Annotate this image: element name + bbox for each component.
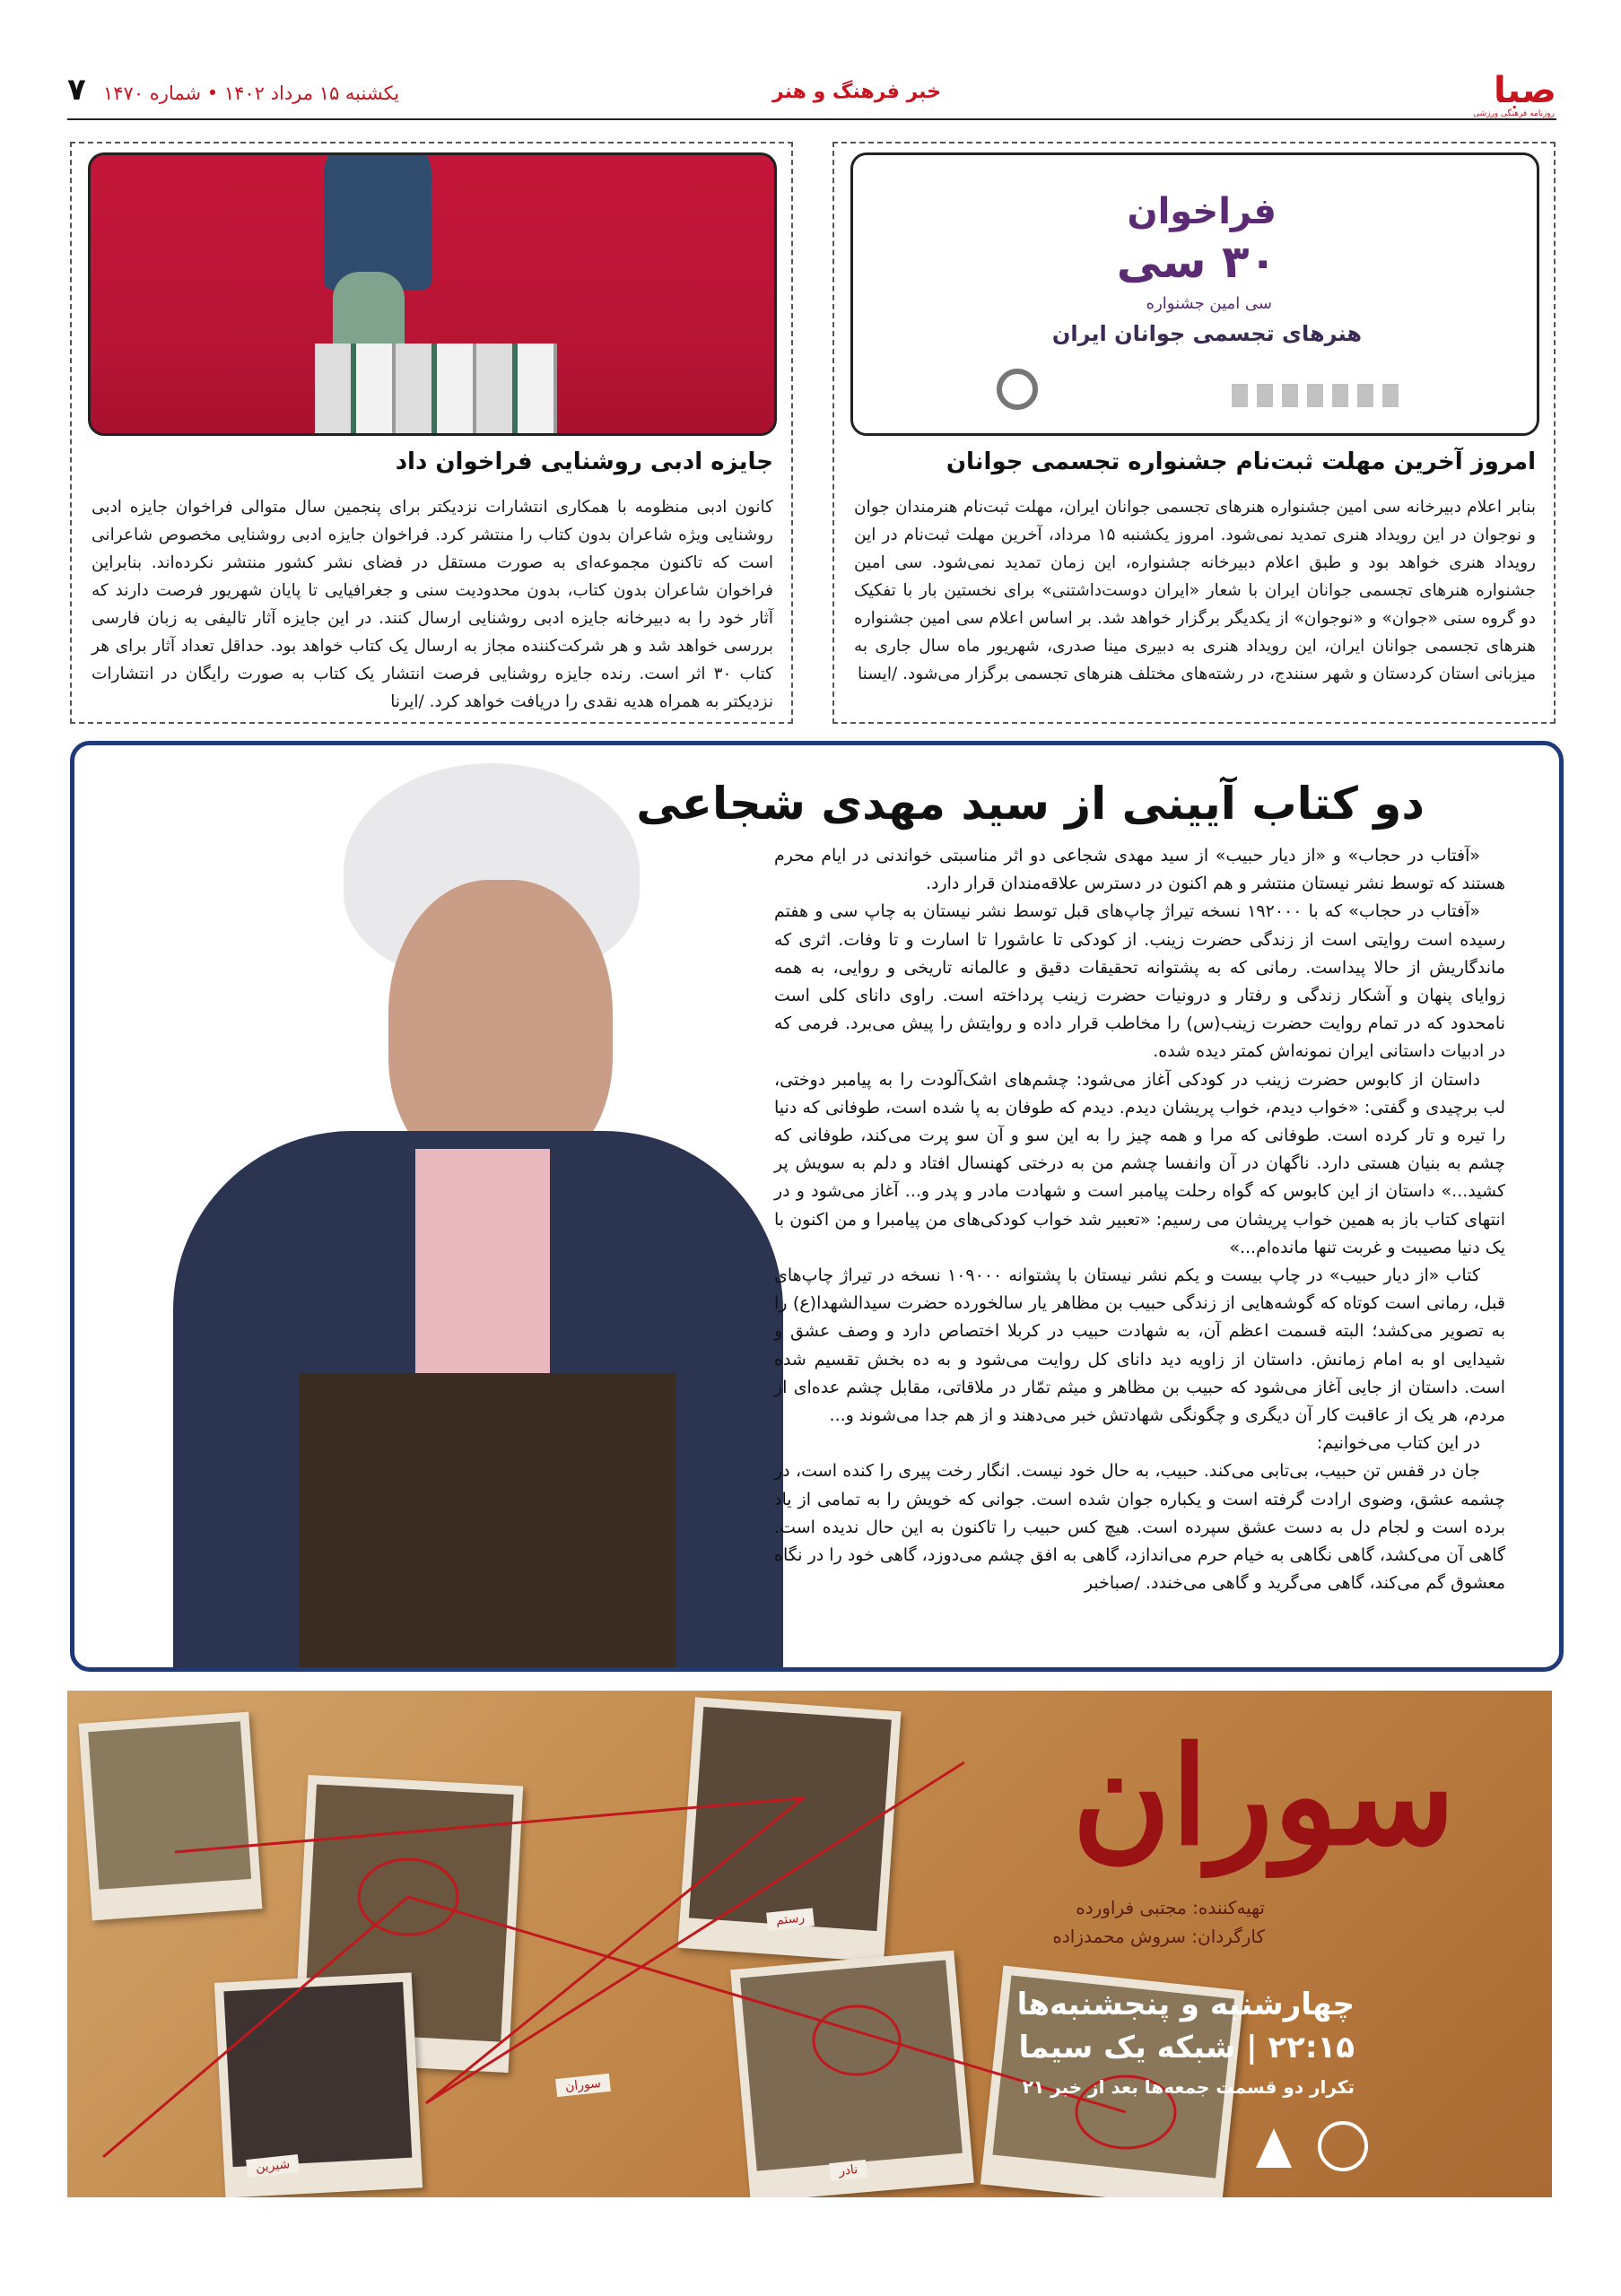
feature-article — [70, 741, 1564, 1672]
feature-paragraph: جان در قفس تن حبیب، بی‌تابی می‌کند. حبیب، به حال خود نیست. انگار رخت پیری را کنده است، در چشمه عشق، وضوی ارادت گرفته است و یکباره جوان شده است. جوانی که خویش را به تمامی از یاد برده است و لجام دل به دست عشق سپرده است. هیچ کس حبیب را تاکنون به این حال ندیده است. گاهی آن می‌کشد، گاهی نگاهی به خیام حرم می‌اندازد، گاهی به افق چشم می‌دوزد، گاهی خود را در نگاه معشوق گم می‌کند، گاهی می‌گرید و گاهی می‌خندد. /صباخبر — [774, 1461, 1505, 1594]
character-tag: شیرین — [246, 2154, 300, 2178]
feature-headline[interactable]: دو کتاب آیینی از سید مهدی شجاعی — [636, 778, 1425, 830]
body-poetry-award: کانون ادبی منظومه با همکاری انتشارات نزدیکتر برای پنجمین سال متوالی فراخوان جایزه ادبی روشنایی ویژه شاعران بدون کتاب را منتشر کرد. فراخوان جایزه ادبی روشنایی مخصوص شاعرانی است که تاکنون مجموعه‌ای به صورت مستقل در فضای نشر کشور منتشر نکرده‌اند. بنابراین فراخوان شاعران بدون کتاب، بدون محدودیت سنی و جغرافیایی تا پایان شهریور فرصت دارند که آثار خود را به دبیرخانه جایزه ادبی روشنایی ارسال کنند. در این جایزه آثار تالیفی به زبان فارسی بررسی خواهد شد و هر شرکت‌کننده مجاز به ارسال یک کتاب خواهد بود. حداقل تعداد آثار برای هر کتاب ۳۰ اثر است. رنده جایزه روشنایی فرصت انتشار یک کتاب به صورت رایگان در انتشارات نزدیکتر به همراه هدیه نقدی را دریافت خواهد کرد. /ایرنا — [92, 498, 773, 711]
broadcast-time: ۲۲:۱۵ | شبکه یک سیما — [1018, 2030, 1355, 2066]
character-tag: سوران — [555, 2074, 611, 2097]
tv-series-advertisement[interactable] — [67, 1691, 1552, 2197]
body-festival: بنابر اعلام دبیرخانه سی امین جشنواره هنرهای تجسمی جوانان ایران، مهلت ثبت‌نام هنرمندان جوان و نوجوان در این رویداد هنری تمدید نمی‌شود. امروز یکشنبه ۱۵ مرداد، آخرین مهلت ثبت‌نام در این رویداد هنری خواهد بود و طبق اعلام دبیرخانه جشنواره، این زمان تمدید نمی‌شود. سی امین جشنواره هنرهای تجسمی جوانان ایران با شعار «ایران دوست‌داشتنی» برای نخستین بار با تفکیک دو گروه سنی «جوان» و «نوجوان» از یکدیگر برگزار خواهد شد. بر اساس اعلام سی امین جشنواره هنرهای تجسمی جوانان ایران، این رویداد هنری به دبیری مینا صدری، شهریور ماه سال جاری به میزبانی استان کردستان و شهر سنندج، در رشته‌های مختلف هنرهای تجسمی برگزار می‌شود. /ایسنا — [854, 498, 1536, 683]
poster-emblem-icon — [997, 369, 1038, 410]
series-title: سوران — [1072, 1718, 1456, 1875]
feature-paragraph: کتاب «از دیار حبیب» در چاپ بیست و یکم نشر نیستان با پشتوانه ۱۰۹۰۰۰ نسخه در تیراژ چاپ‌های قبل، رمانی است کوتاه که گوشه‌هایی از زندگی حبیب بن مظاهر یار سالخورده حضرت سیدالشهدا(ع) را به تصویر می‌کشد؛ البته قسمت اعظم آن، به شهادت حبیب در کربلا اختصاص دارد و وصف عشق و شیدایی او به امام زمانش. داستان از زاویه دید دانای کل روایت می‌شود و به ده بخش تقسیم شده است. داستان از جایی آغاز می‌شود که حبیب بن مظاهر و میثم تمّار در ملاقاتی، مقابل چشم عده‌ای از مردم، هر یک از عاقبت کار آن دیگری و چگونگی شهادتش خبر می‌دهند و از هم جدا می‌شوند و... — [774, 1265, 1505, 1426]
logo-tagline: روزنامه فرهنگی ورزشی — [1473, 109, 1555, 118]
page-header — [67, 63, 1556, 120]
portrait-chair — [299, 1373, 675, 1669]
book-display — [315, 344, 557, 433]
feature-paragraph: در این کتاب می‌خوانیم: — [1316, 1433, 1480, 1454]
poster-subtitle: سی امین جشنواره — [1146, 294, 1272, 313]
rerun-info: تکرار دو قسمت جمعه‌ها بعد از خبر ۲۱ — [1022, 2076, 1355, 2098]
series-director: کارگردان: سروش محمدزاده — [1052, 1926, 1265, 1947]
feature-paragraph: «آفتاب در حجاب» و «از دیار حبیب» از سید مهدی شجاعی دو اثر مناسبتی خواندنی در ایام محرم هستند که توسط نشر نیستان منتشر و هم اکنون در دسترس علاقه‌مندان قرار دارد. — [774, 846, 1505, 894]
page-number: ۷ — [67, 72, 86, 108]
sponsor-logos — [1232, 384, 1402, 407]
news-box-festival — [832, 142, 1556, 724]
visitor-figure — [324, 152, 431, 290]
dateline: یکشنبه ۱۵ مرداد ۱۴۰۲ • شماره ۱۴۷۰ — [103, 83, 400, 104]
section-title: خبر فرهنگ و هنر — [772, 81, 941, 103]
character-tag: نادر — [829, 2160, 867, 2181]
feature-paragraph: داستان از کابوس حضرت زینب در کودکی آغاز می‌شود: چشم‌های اشک‌آلودت را به پیامبر دوختی، لب برچیدی و گفتی: «خواب دیدم، خواب پریشان دیدم. دیدم که طوفان به پا شده است، طوفانی که دنیا را تیره و تار کرده است. طوفانی که مرا و همه چیز را به این سو و آن سو پرت می‌کند، طوفانی که چشم به بنیان هستی دارد. ناگهان در آن وانفسا چشم من به درختی کهنسال افتاد و دلم به سویش پر کشید...» داستان از این کابوس که گواه رحلت پیامبر است و شهادت مادر و پدر و... آغاز می‌شود و در انتهای کتاب باز به همین خواب پریشان می‌ رسیم: «تعبیر شد خواب کودکی‌های من پیامبرا و من اکنون با یک دنیا مصیبت و غربت تنها مانده‌ام...» — [774, 1069, 1505, 1257]
character-tag: رستم — [766, 1908, 815, 1930]
book-fair-photo — [88, 152, 777, 436]
feature-body — [774, 842, 1505, 1597]
author-portrait — [74, 745, 810, 1667]
broadcast-days: چهارشنبه و پنجشنبه‌ها — [1016, 1987, 1355, 2022]
festival-poster — [850, 152, 1539, 436]
poster-number: ۳۰ سی — [1116, 236, 1277, 288]
news-box-poetry-award — [70, 142, 793, 724]
headline-festival[interactable]: امروز آخرین مهلت ثبت‌نام جشنواره تجسمی جوانان — [946, 448, 1536, 475]
series-producer: تهیه‌کننده: مجتبی فراورده — [1076, 1897, 1265, 1918]
feature-paragraph: «آفتاب در حجاب» که با ۱۹۲۰۰۰ نسخه تیراژ چاپ‌های قبل توسط نشر نیستان به چاپ سی و هفتم رسیده است روایتی است از زندگی حضرت زینب. از کودکی تا عاشورا تا اسارت و تا وفات. اثری که ماندگاریش از حالا پیداست. رمانی که به پشتوانه تحقیقات دقیق و عالمانه تاریخی و روایی، به همه زوایای پنهان و آشکار زندگی و رفتار و درونیات حضرت زینب پرداخته است. راوی دانای کلی است نامحدود که در تمام روایت حضرت زینب(س) را مخاطب قرار داده و روایتش را پیش می‌برد. فرمی که در ادبیات داستانی ایران نمونه‌اش کمتر دیده شده. — [774, 901, 1505, 1062]
headline-poetry-award[interactable]: جایزه ادبی روشنایی فراخوان داد — [395, 448, 773, 475]
poster-title: فراخوان — [1127, 191, 1277, 232]
newspaper-logo[interactable]: صبا — [1494, 70, 1556, 111]
poster-festival-name: هنرهای تجسمی جوانان ایران — [1051, 321, 1362, 346]
broadcaster-logo-icon — [1318, 2121, 1368, 2171]
